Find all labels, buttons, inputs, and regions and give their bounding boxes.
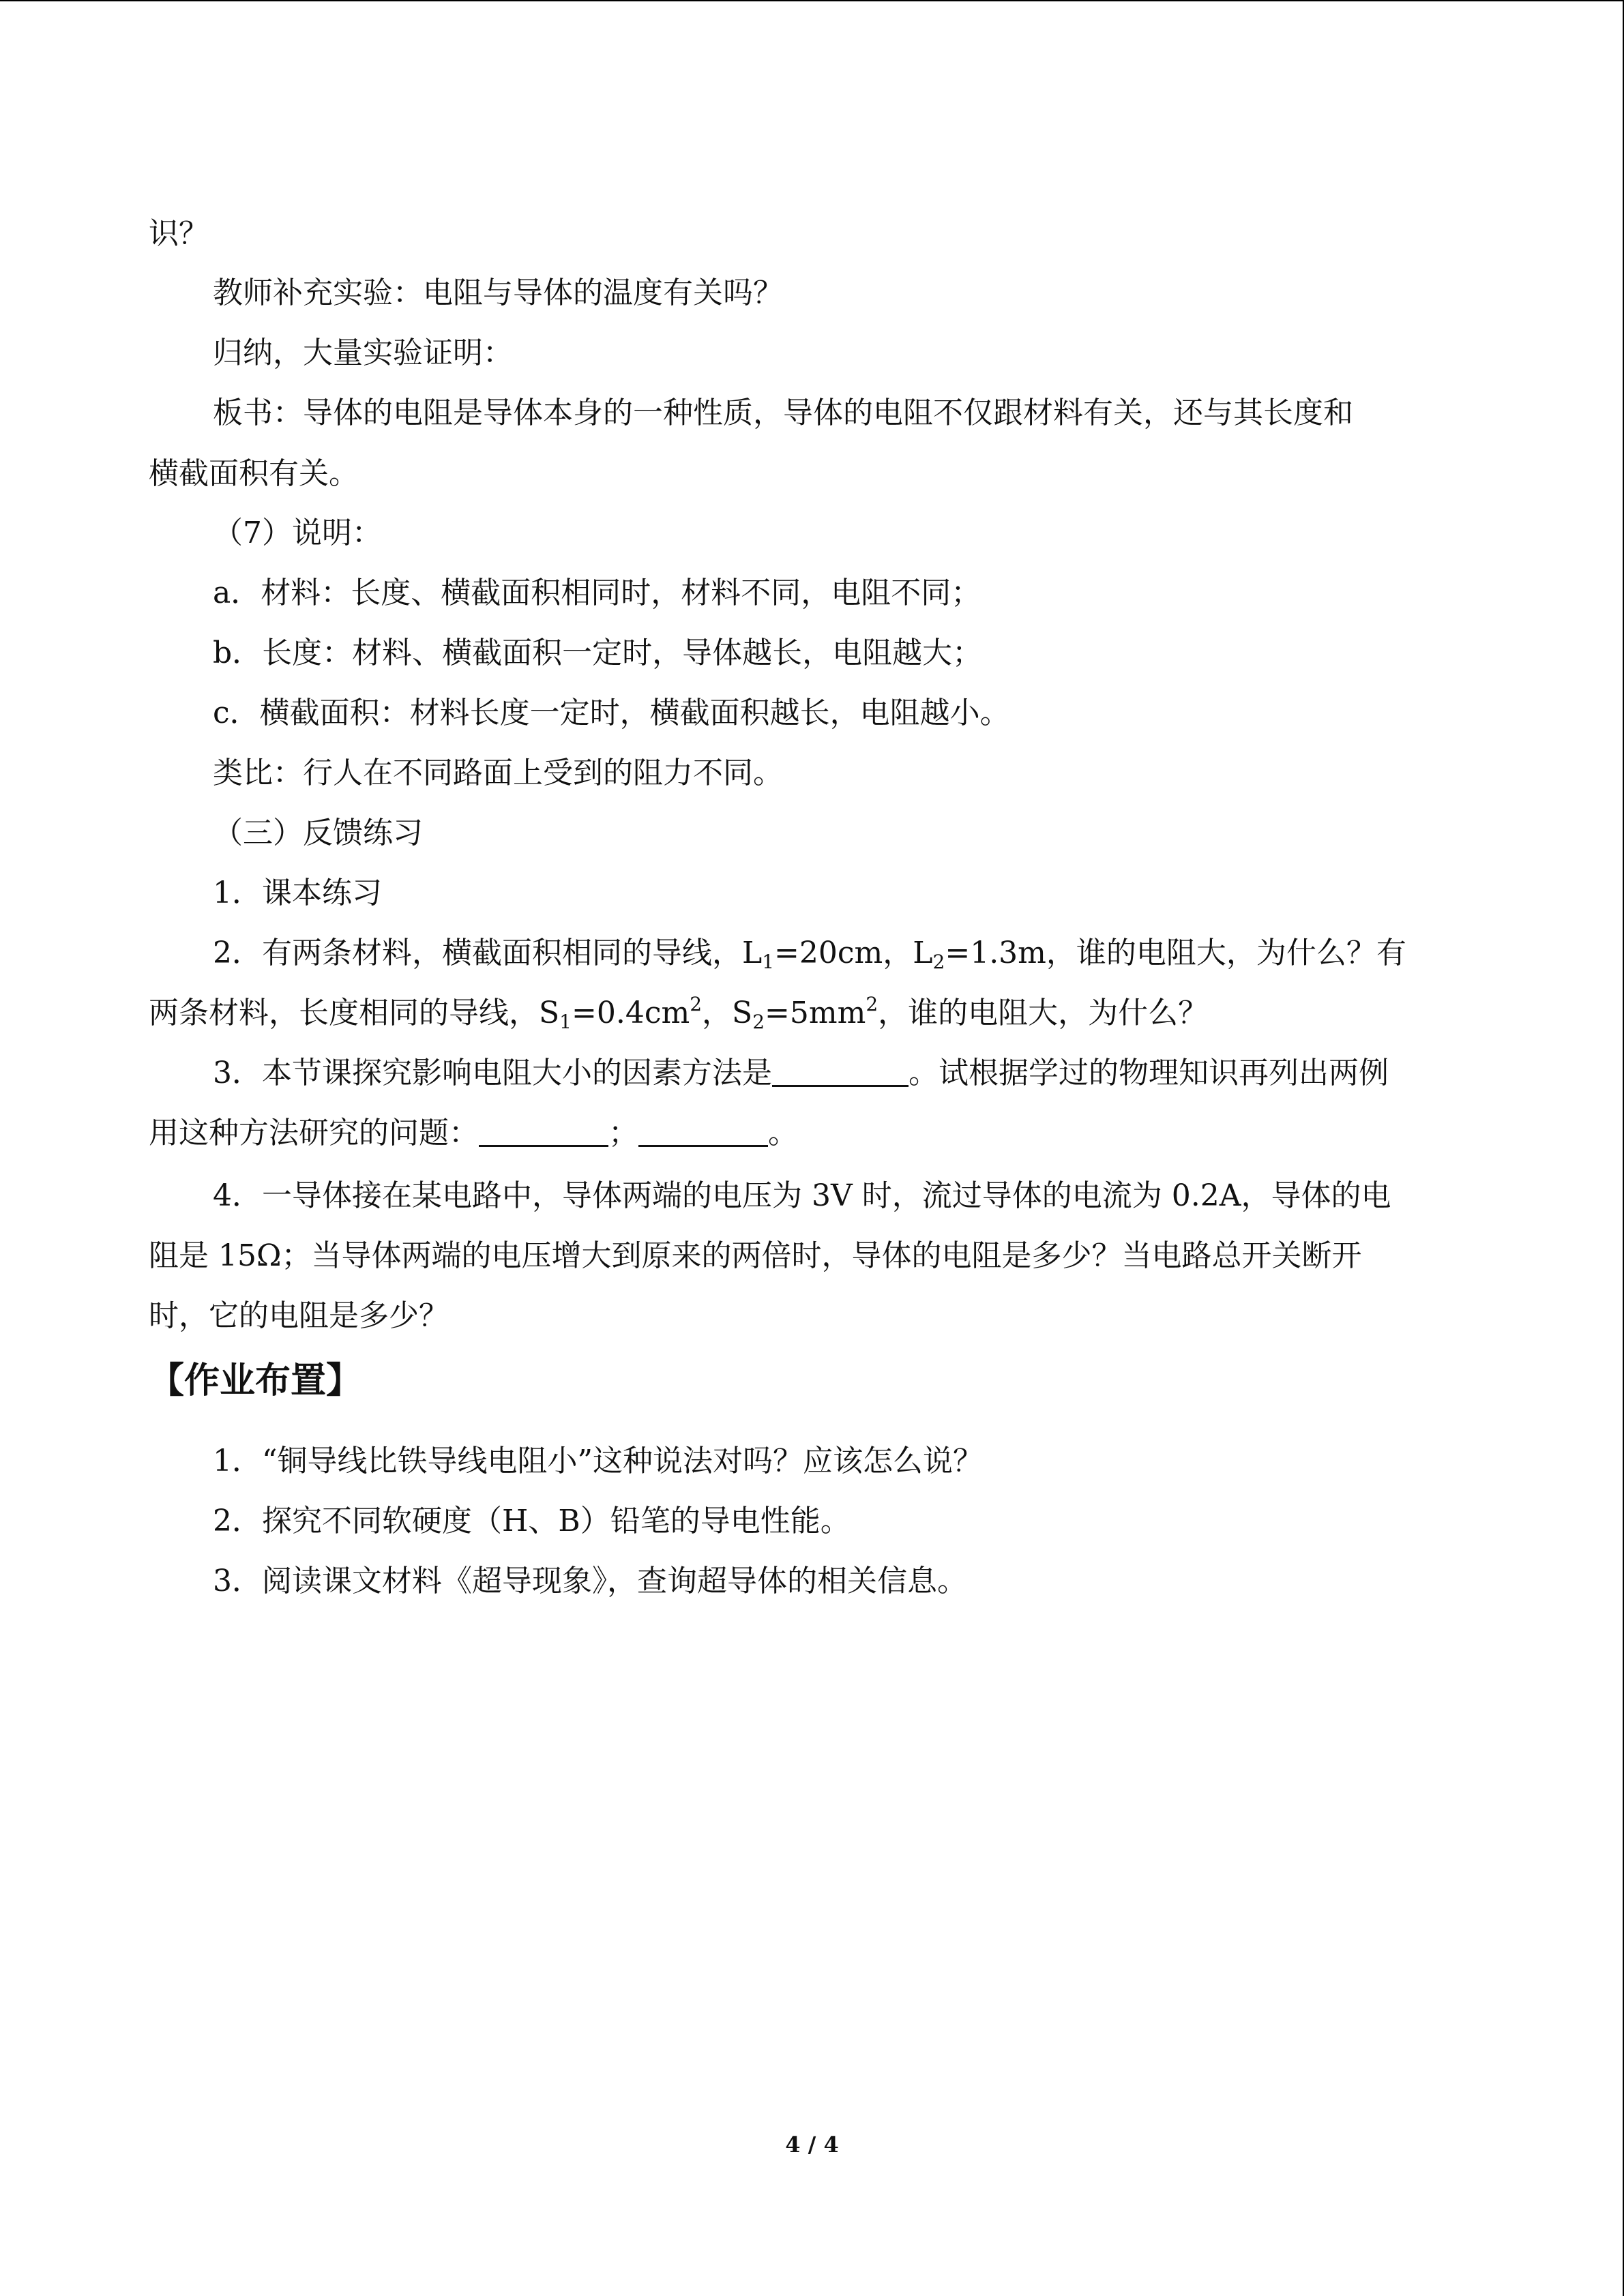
- text-line: 用这种方法研究的问题： ； 。: [149, 1116, 798, 1150]
- text-line: 2．有两条材料，横截面积相同的导线，$L_1=20cm$，$L_2=1.3m$，谁的电阻大，为什么？有: [213, 936, 1406, 973]
- text-line: 横截面积有关。: [149, 456, 359, 491]
- answer-blank[interactable]: [479, 1118, 608, 1147]
- homework-item: 1．“铜导线比铁导线电阻小”这种说法对吗？应该怎么说？: [213, 1444, 983, 1478]
- text-line: 时，它的电阻是多少？: [149, 1298, 449, 1333]
- text-line: b．长度：材料、横截面积一定时，导体越长，电阻越大；: [213, 636, 983, 670]
- text-line: 类比：行人在不同路面上受到的阻力不同。: [213, 756, 783, 790]
- answer-blank[interactable]: [638, 1118, 768, 1147]
- page-number: 4 / 4: [785, 2132, 839, 2158]
- homework-heading: 【作业布置】: [149, 1360, 362, 1401]
- homework-item: 2．探究不同软硬度（H、B）铅笔的导电性能。: [213, 1504, 851, 1538]
- text-line: c．横截面积：材料长度一定时，横截面积越长，电阻越小。: [213, 696, 1010, 730]
- text-line: 教师补充实验：电阻与导体的温度有关吗？: [213, 275, 783, 310]
- text-line: 板书：导体的电阻是导体本身的一种性质，导体的电阻不仅跟材料有关，还与其长度和: [213, 396, 1353, 430]
- text-line: 4．一导体接在某电路中，导体两端的电压为 3V 时，流过导体的电流为 0.2A，导体的电: [213, 1178, 1391, 1213]
- text-line: 3．本节课探究影响电阻大小的因素方法是 。试根据学过的物理知识再列出两例: [213, 1056, 1389, 1090]
- homework-item: 3．阅读课文材料《超导现象》，查询超导体的相关信息。: [213, 1564, 967, 1598]
- text-line: a．材料：长度、横截面积相同时，材料不同，电阻不同；: [213, 576, 981, 610]
- text-line: 阻是 15Ω；当导体两端的电压增大到原来的两倍时，导体的电阻是多少？当电路总开关断开: [149, 1238, 1362, 1273]
- section-subtitle: （三）反馈练习: [213, 816, 423, 850]
- text-line: 识？: [149, 216, 209, 251]
- text-line: （7）说明：: [213, 516, 382, 550]
- text-line: 1．课本练习: [213, 876, 382, 910]
- text-line: 两条材料，长度相同的导线，$S_1=0.4cm^2$，$S_2=5mm^2$，谁的电阻大，为什么？: [149, 993, 1209, 1033]
- text-line: 归纳，大量实验证明：: [213, 336, 513, 370]
- answer-blank[interactable]: [772, 1058, 909, 1087]
